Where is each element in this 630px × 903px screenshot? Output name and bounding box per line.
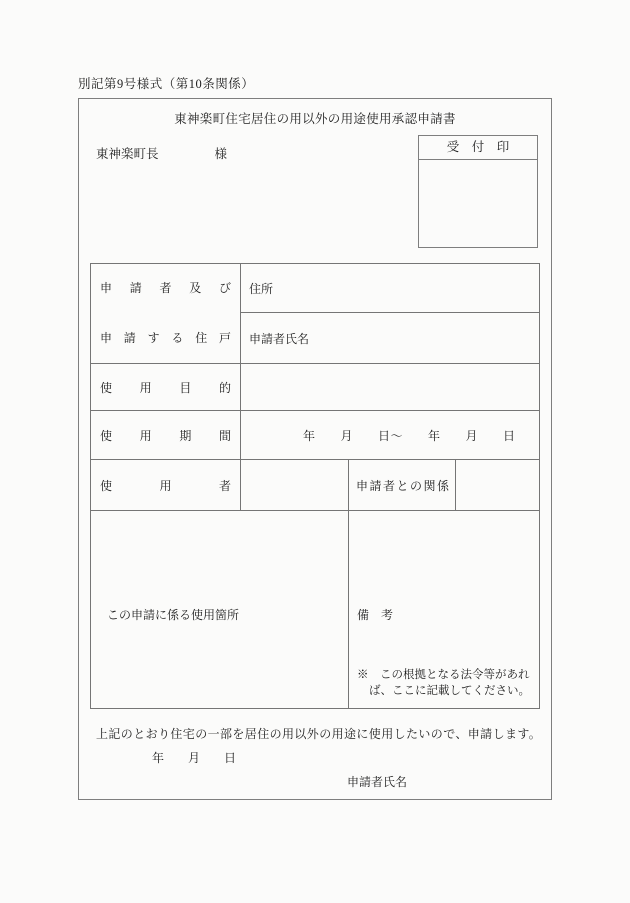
remarks-note (357, 667, 530, 699)
table-row (91, 511, 540, 709)
receipt-stamp-area (419, 160, 537, 248)
table-row (91, 364, 540, 411)
address-cell (241, 264, 540, 313)
application-table (90, 263, 540, 709)
purpose-value-cell (241, 364, 540, 411)
receipt-stamp-label: 受 付 印 (446, 140, 510, 154)
receipt-stamp-box (418, 135, 538, 248)
purpose-label: 使用目的 (100, 380, 231, 395)
table-row (91, 264, 540, 313)
remarks-note-line2: ば、ここに記載してください。 (369, 685, 530, 697)
table-row (91, 460, 540, 511)
usage-area-cell (91, 511, 349, 709)
user-label-cell (91, 460, 241, 511)
period-label-cell (91, 411, 241, 460)
date-line: 年 月 日 (152, 751, 237, 765)
usage-area-label: この申請に係る使用箇所 (107, 607, 240, 622)
period-value: 年 月 日～ 年 月 日 (303, 428, 516, 443)
closing-statement: 上記のとおり住宅の一部を居住の用以外の用途に使用したいので、申請します。 (96, 727, 542, 741)
remarks-label: 備 考 (357, 607, 394, 622)
relation-label: 申請者との関係 (356, 478, 451, 493)
form-number-label: 別記第9号様式（第10条関係） (78, 77, 255, 91)
applicant-label-line2: 申請する住戸 (100, 331, 231, 345)
address-label: 住所 (249, 281, 274, 296)
user-value-cell (241, 460, 349, 511)
addressee-label: 東神楽町長 (96, 147, 159, 161)
form-sheet (78, 98, 552, 800)
applicant-name-cell (241, 313, 540, 364)
period-label: 使用期間 (100, 428, 231, 443)
signature-label: 申請者氏名 (347, 775, 408, 789)
applicant-label-line1: 申請者及び (100, 281, 231, 295)
applicant-name-label: 申請者氏名 (249, 331, 310, 346)
form-title: 東神楽町住宅居住の用以外の用途使用承認申請書 (174, 112, 456, 126)
remarks-note-line1: ※ この根拠となる法令等があれ (357, 669, 530, 681)
relation-label-cell (349, 460, 456, 511)
purpose-label-cell (91, 364, 241, 411)
addressee-line (96, 144, 227, 162)
user-label: 使用者 (100, 478, 231, 493)
receipt-stamp-header (419, 136, 537, 160)
table-row (91, 411, 540, 460)
relation-value-cell (456, 460, 540, 511)
period-value-cell (241, 411, 540, 460)
honorific-label: 様 (214, 147, 228, 161)
applicant-unit-label-cell (91, 264, 241, 364)
remarks-cell (349, 511, 540, 709)
